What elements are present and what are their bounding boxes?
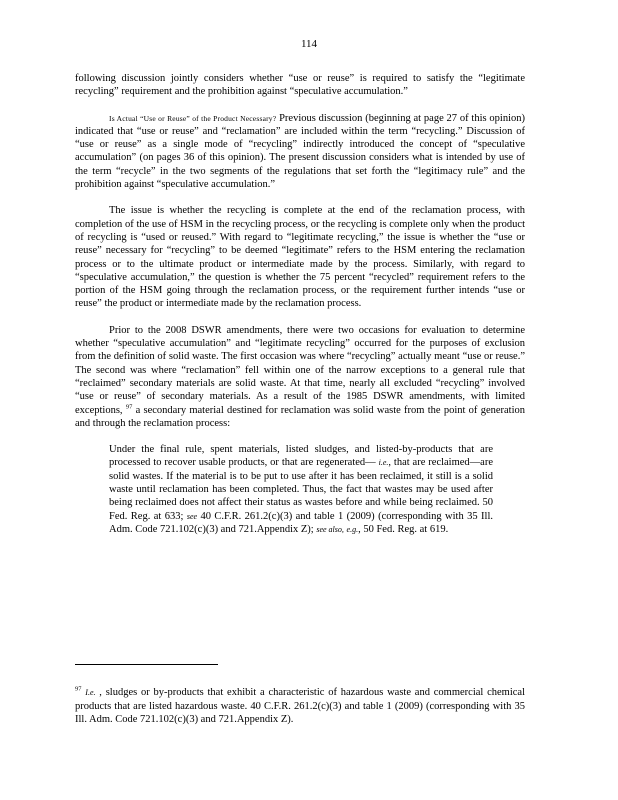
quote-ie: i.e. — [378, 458, 389, 468]
quote-text: 40 C.F.R. 261.2(c)(3) and table 1 (2009) (corresponding with 35 Ill. Adm. Code 721.102(c)(3) and 721.Appendix Z); — [109, 510, 493, 535]
page-number: 114 — [300, 38, 318, 50]
body-text — [75, 72, 525, 536]
block-quote — [109, 443, 493, 536]
paragraph-use-or-reuse — [75, 112, 525, 192]
quote-eg: e.g. — [346, 524, 359, 534]
paragraph-issue: The issue is whether the recycling is complete at the end of the reclamation process, with completion of the use of HSM in the recycling process, or the recycling is complete only when the product of recycling is “used or reused.” With regard to “legitimate recycling,” the issue is whether the “use or reuse” necessary for “recycling” to be deemed “legitimate” refers to the HSM entering the reclamation process or to the ultimate product or intermediate made by the process. Similarly, with regard to “speculative accumulation,” the question is whether the 75 percent “recycled” requirement refers to the portion of the HSM going through the reclamation process, or the requirement further intends “use or reuse” the product or intermediate made by the reclamation process. — [75, 205, 525, 310]
footnote-text: , sludges or by-products that exhibit a characteristic of hazardous waste and commercial chemical products that are listed hazardous waste. 40 C.F.R. 261.2(c)(3) and table 1 (2009) (corresponding with 35 Ill. Adm. Code 721.102(c)(3) and 721.Appendix Z). — [75, 687, 525, 725]
footnote-reference[interactable]: 97 — [125, 403, 133, 411]
footnote-marker: 97 — [75, 685, 82, 693]
footnote-ie: I.e. — [85, 688, 96, 697]
quote-see: see — [186, 511, 198, 521]
footnote-divider — [75, 664, 218, 665]
quote-text: , 50 Fed. Reg. at 619. — [358, 523, 449, 535]
paragraph-prior-amendments — [75, 324, 525, 430]
paragraph-text: Prior to the 2008 DSWR amendments, there were two occasions for evaluation to determine whether “speculative accumulation” and “legitimate recycling” occurred for the purposes of exclusion from the definition of solid waste. The first occasion was where “recycling” actually meant “use or reuse.” The second was where “reclamation” fell within one of the narrow exceptions to a general rule that “reclaimed” secondary materials are solid waste. At that time, nearly all excluded “recycling” involved “use or reuse” of secondary materials. As a result of the 1985 DSWR amendments, with limited exceptions, — [75, 324, 525, 416]
paragraph-text: a secondary material destined for reclamation was solid waste from the point of generation and through the reclamation process: — [75, 404, 526, 429]
quote-text: Under the final rule, spent materials, listed sludges, and listed-by-products that are processed to recover usable products, or that are regenerated— — [109, 444, 493, 469]
quote-see-also: see also, — [316, 524, 344, 534]
quote-text: , that are reclaimed—are solid wastes. If the material is to be put to use after it has been reclaimed, it still is a solid waste until reclamation has been completed. Thus, the fact that wastes may be used after being reclaimed does not affect their status as wastes before and while being reclaimed. 50 Fed. Reg. at 633; — [109, 457, 493, 522]
footnote-97 — [75, 686, 525, 727]
section-heading: Is Actual “Use or Reuse” of the Product Necessary? — [109, 113, 277, 123]
paragraph-text: Previous discussion (beginning at page 27 of this opinion) indicated that “use or reuse” and “reclamation” are included within the term “recycling.” Discussion of “use or reuse” as a single mode of “recycling” indirectly introduced the concept of “speculative accumulation” (on pages 36 of this opinion). The present discussion considers what is intended by use of the term “recycle” in the two segments of the regulations that set forth the “legitimacy rule” and the prohibition against “speculative accumulation.” — [75, 112, 525, 191]
paragraph-continuation: following discussion jointly considers whether “use or reuse” is required to satisfy the “legitimate recycling” requirement and the prohibition against “speculative accumulation.” — [75, 73, 525, 98]
